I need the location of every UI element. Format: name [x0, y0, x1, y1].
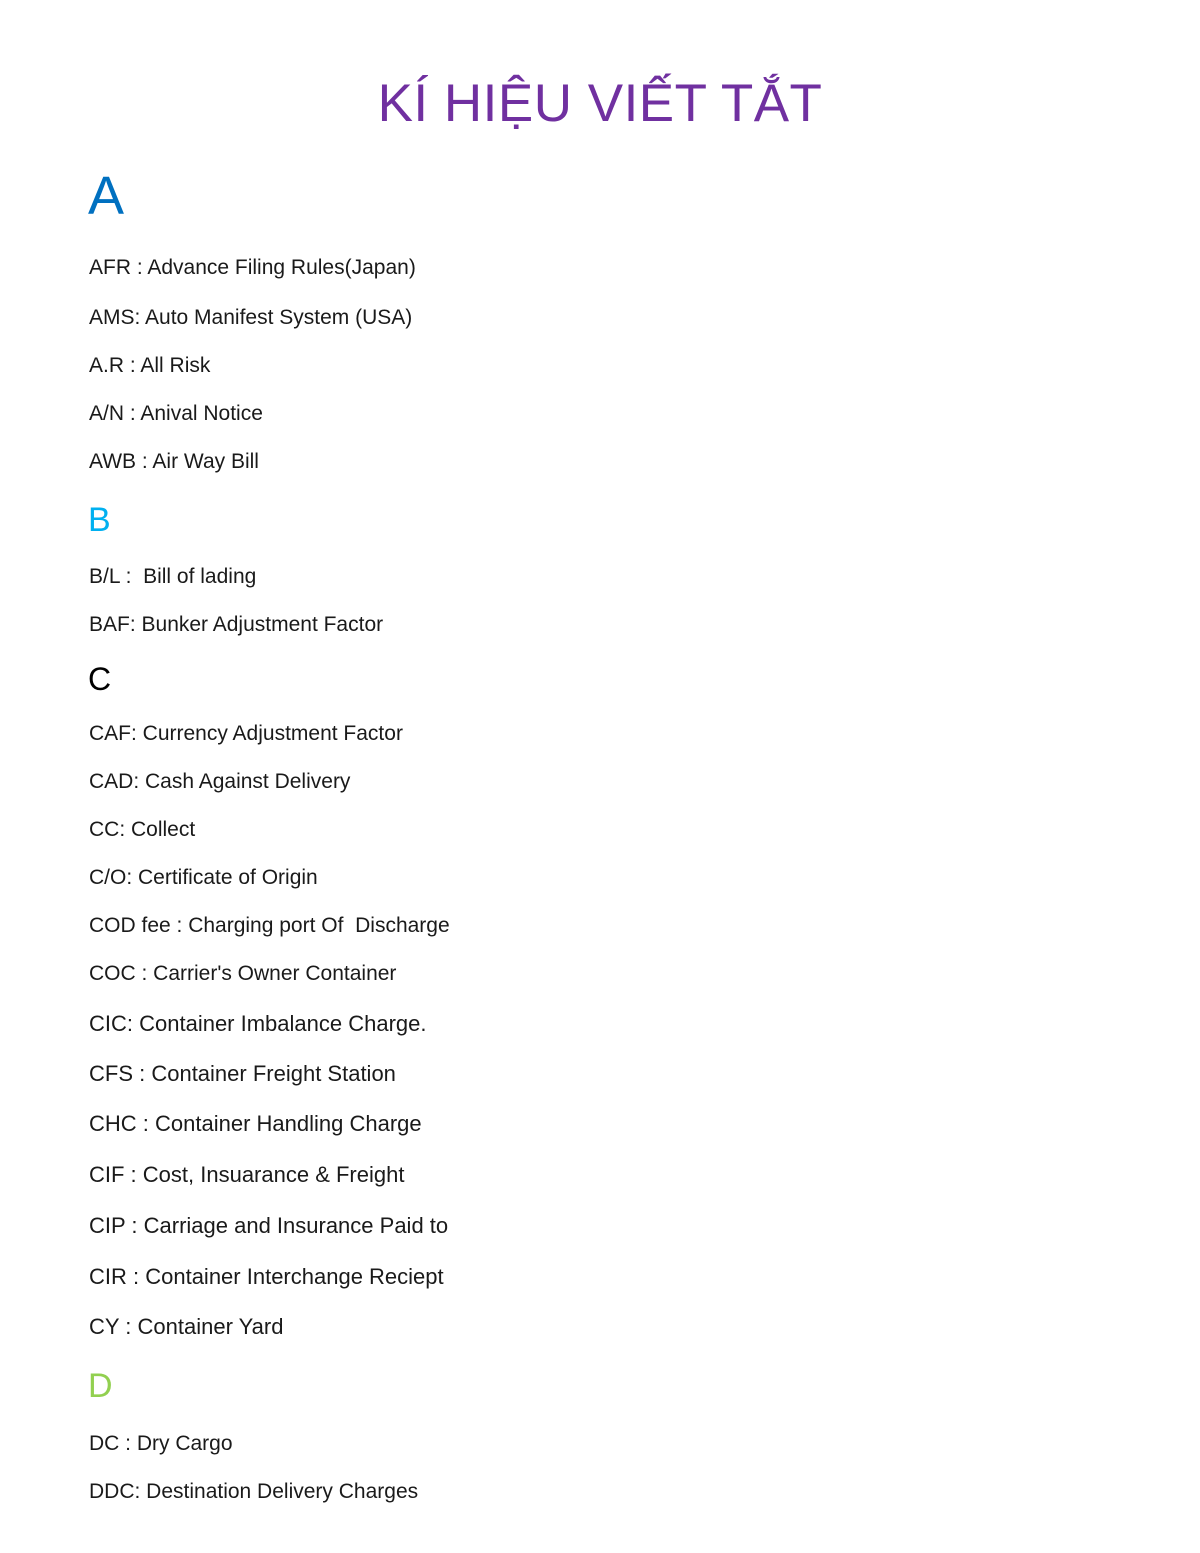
entry-dc: DC : Dry Cargo — [89, 1432, 233, 1455]
entry-an: A/N : Anival Notice — [89, 402, 263, 425]
entry-ar: A.R : All Risk — [89, 354, 211, 377]
entry-bl: B/L : Bill of lading — [89, 565, 257, 588]
section-heading-a: A — [88, 166, 125, 226]
entry-cir: CIR : Container Interchange Reciept — [89, 1264, 444, 1289]
entry-caf: CAF: Currency Adjustment Factor — [89, 722, 403, 745]
entry-awb: AWB : Air Way Bill — [89, 450, 259, 473]
entry-ddc: DDC: Destination Delivery Charges — [89, 1480, 419, 1503]
document-title: KÍ HIỆU VIẾT TẮT — [377, 74, 823, 133]
entry-cod-fee: COD fee : Charging port Of Discharge — [89, 914, 450, 937]
entry-cip: CIP : Carriage and Insurance Paid to — [89, 1213, 449, 1238]
entry-co: C/O: Certificate of Origin — [89, 866, 318, 889]
entry-cfs: CFS : Container Freight Station — [89, 1061, 396, 1086]
entry-coc: COC : Carrier's Owner Container — [89, 962, 397, 985]
entry-cif: CIF : Cost, Insuarance & Freight — [89, 1162, 405, 1187]
section-heading-c: C — [88, 661, 112, 697]
entry-cc: CC: Collect — [89, 818, 196, 841]
entry-ams: AMS: Auto Manifest System (USA) — [89, 306, 413, 329]
entry-chc: CHC : Container Handling Charge — [89, 1111, 422, 1136]
entry-baf: BAF: Bunker Adjustment Factor — [89, 613, 384, 636]
entry-cad: CAD: Cash Against Delivery — [89, 770, 351, 793]
entry-cic: CIC: Container Imbalance Charge. — [89, 1011, 427, 1036]
section-heading-d: D — [88, 1367, 113, 1405]
section-heading-b: B — [88, 501, 111, 539]
entry-cy: CY : Container Yard — [89, 1314, 284, 1339]
entry-afr: AFR : Advance Filing Rules(Japan) — [89, 256, 416, 279]
